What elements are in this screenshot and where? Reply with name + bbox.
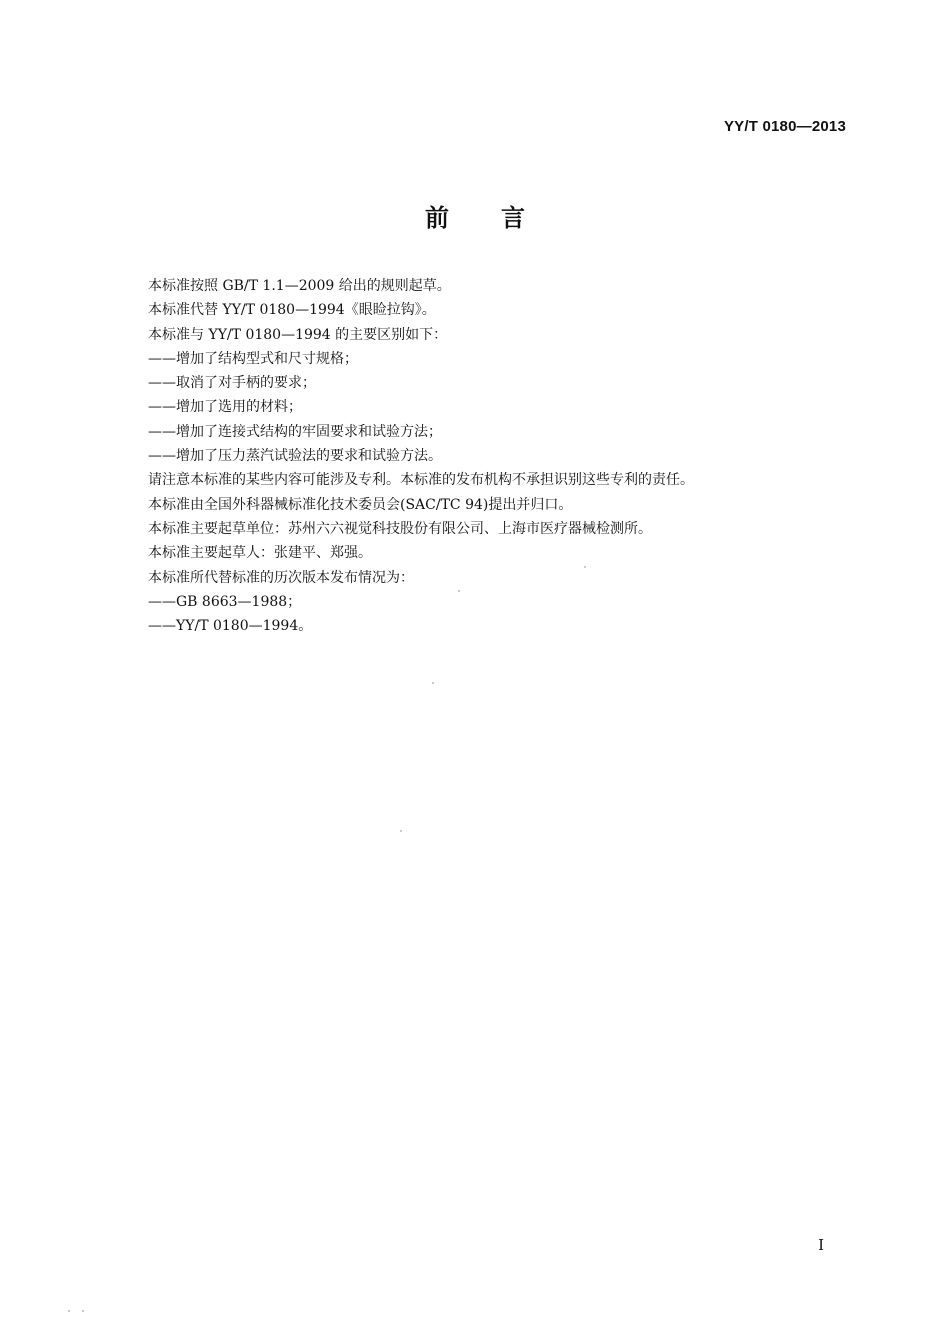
paragraph: 本标准按照 GB/T 1.1—2009 给出的规则起草。 — [148, 278, 451, 294]
scan-speck — [68, 1310, 70, 1312]
list-item: ——增加了压力蒸汽试验法的要求和试验方法。 — [148, 448, 442, 465]
paragraph: 本标准代替 YY/T 0180—1994《眼睑拉钩》。 — [148, 302, 436, 319]
list-item: ——GB 8663—1988； — [148, 593, 302, 610]
title-char-2: 言 — [501, 204, 525, 232]
paragraph: 本标准主要起草单位：苏州六六视觉科技股份有限公司、上海市医疗器械检测所。 — [148, 520, 652, 537]
paragraph: 本标准所代替标准的历次版本发布情况为： — [148, 569, 414, 586]
standard-code: YY/T 0180—2013 — [723, 118, 846, 135]
page-number: I — [818, 1236, 824, 1254]
foreword-body — [148, 274, 848, 638]
paragraph: 请注意本标准的某些内容可能涉及专利。本标准的发布机构不承担识别这些专利的责任。 — [148, 472, 694, 489]
paragraph: 本标准与 YY/T 0180—1994 的主要区别如下： — [148, 326, 448, 343]
scan-speck — [82, 1310, 84, 1312]
paragraph: 本标准由全国外科器械标准化技术委员会(SAC/TC 94)提出并归口。 — [148, 496, 573, 513]
scan-speck — [400, 830, 402, 832]
list-item: ——增加了连接式结构的牢固要求和试验方法； — [148, 423, 442, 440]
list-item: ——增加了结构型式和尺寸规格； — [148, 350, 358, 367]
list-item: ——YY/T 0180—1994。 — [148, 618, 313, 635]
page-title — [0, 198, 950, 233]
scan-speck — [458, 590, 460, 592]
scan-speck — [432, 682, 434, 684]
paragraph: 本标准主要起草人：张建平、郑强。 — [148, 545, 372, 562]
list-item: ——增加了选用的材料； — [148, 399, 302, 416]
scan-speck — [584, 566, 586, 568]
list-item: ——取消了对手柄的要求； — [148, 375, 316, 392]
title-char-1: 前 — [425, 204, 449, 232]
